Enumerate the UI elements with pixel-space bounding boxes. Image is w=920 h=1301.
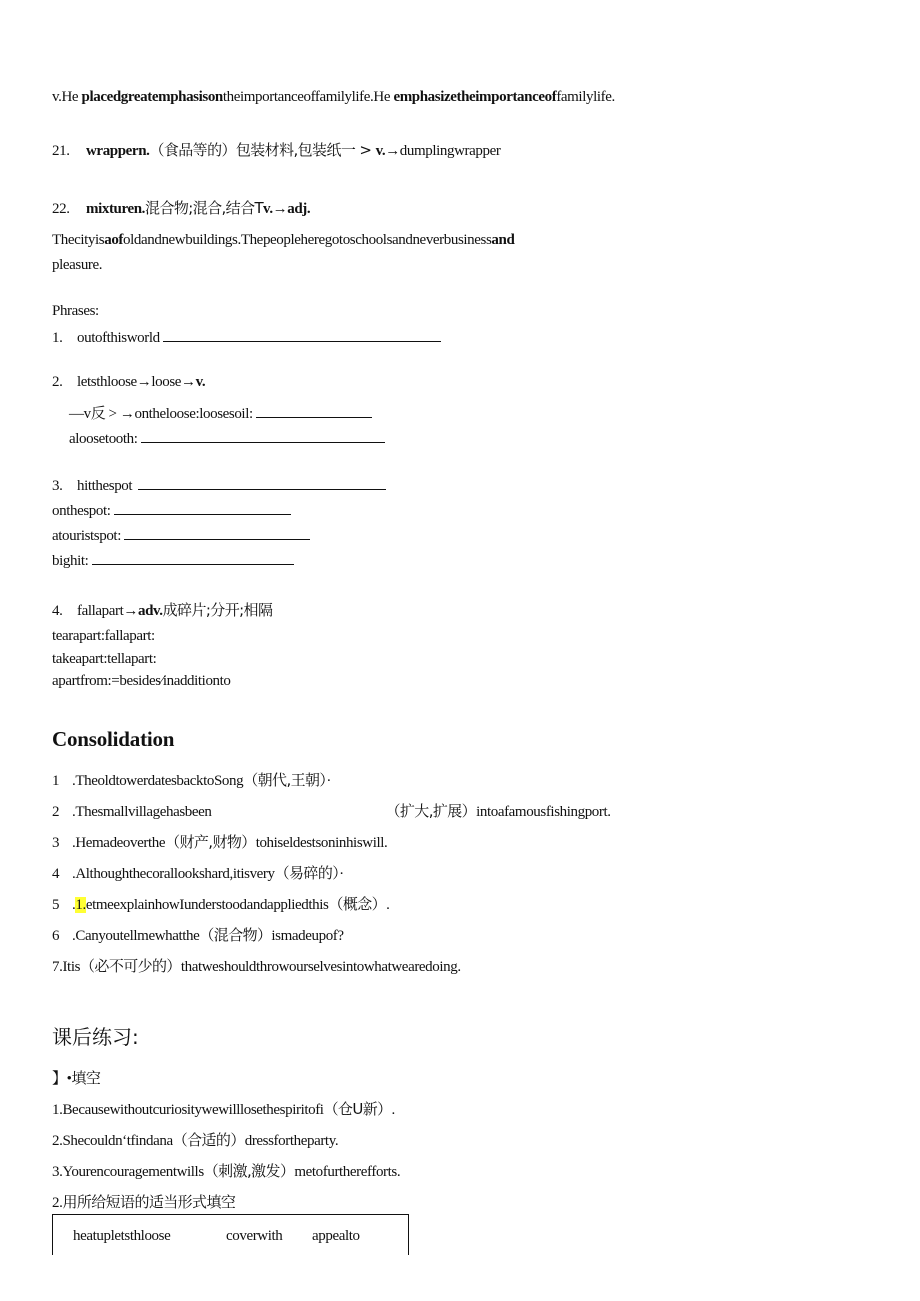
phrase-2-line-a: —v反 > →ontheloose:loosesoil: <box>69 403 372 423</box>
phrase-bank-item: heatupletsthloose <box>73 1228 171 1244</box>
phrase-4-line-a: tearapart:fallapart: <box>52 628 155 644</box>
answer-blank[interactable] <box>124 525 310 540</box>
homework-item-3: 3.Yourencouragementwills（刺激,激发）metofurtherefforts. <box>52 1162 401 1180</box>
phrase-4: 4. fallapart→adv.成碎片;分开;相隔 <box>52 601 273 619</box>
answer-blank[interactable] <box>163 327 441 342</box>
consolidation-item-2: 2 .Thesmallvillagehasbeen （扩大,扩展）intoafamousfishingport. <box>52 802 611 820</box>
answer-blank[interactable] <box>256 403 372 418</box>
phrase-3-line-b: atouristspot: <box>52 525 310 545</box>
city-sentence-line1: Thecityisaofoldandnewbuildings.Thepeopleheregotoschoolsandneverbusinessand <box>52 232 515 248</box>
phrase-bank-box <box>52 1214 409 1255</box>
phrase-3-line-a: onthespot: <box>52 500 291 520</box>
consolidation-item-6: 6 .Canyoutellmewhatthe（混合物）ismadeupof? <box>52 926 344 944</box>
consolidation-item-1: 1 .TheoldtowerdatesbacktoSong（朝代,王朝）· <box>52 771 331 789</box>
consolidation-item-4: 4 .Althoughthecorallookshard,itisvery（易碎的）· <box>52 864 344 882</box>
phrase-3-line-c: bighit: <box>52 550 294 570</box>
vocab-item-22: 22. mixturen.混合物;混合,结合Tv.→adj. <box>52 199 311 217</box>
consolidation-heading: Consolidation <box>52 727 175 751</box>
homework-heading: 课后练习: <box>52 1025 139 1049</box>
phrase-1: 1. outofthisworld <box>52 327 441 347</box>
phrase-2-line-b: aloosetooth: <box>69 428 385 448</box>
phrase-bank-item: coverwith <box>226 1228 283 1244</box>
homework-subheading-phrases: 2.用所给短语的适当形式填空 <box>52 1193 236 1211</box>
consolidation-item-3: 3 .Hemadeoverthe（财产,财物）tohiseldestsoninhiswill. <box>52 833 388 851</box>
homework-item-2: 2.Shecouldn‘tfindana（合适的）dressfortheparty. <box>52 1131 339 1149</box>
vocab-item-21: 21. wrappern.（食品等的）包装材料,包装纸一 > v.→dumplingwrapper <box>52 141 501 159</box>
phrase-bank-item: appealto <box>312 1228 360 1244</box>
city-sentence-line2: pleasure. <box>52 257 103 273</box>
answer-blank[interactable] <box>92 550 294 565</box>
phrase-2: 2. letsthloose→loose→v. <box>52 374 206 390</box>
highlight-mark: 1. <box>75 897 86 913</box>
homework-subheading-fill: 】•填空 <box>52 1069 101 1087</box>
consolidation-item-7: 7.Itis（必不可少的）thatweshouldthrowourselvesintowhatwearedoing. <box>52 957 461 975</box>
consolidation-item-5: 5 .1.etmeexplainhowIunderstoodandappliedthis（概念）. <box>52 895 390 913</box>
answer-blank[interactable] <box>114 500 291 515</box>
phrase-3: 3. hitthespot <box>52 475 386 495</box>
vocab-example-emphasis: v.He placedgreatemphasisontheimportanceoffamilylife.He emphasizetheimportanceoffamilylife. <box>52 89 615 105</box>
phrase-4-line-b: takeapart:tellapart: <box>52 651 157 667</box>
phrase-4-line-c: apartfrom:=besides∕inadditionto <box>52 673 231 689</box>
answer-blank[interactable] <box>138 475 386 490</box>
answer-blank[interactable] <box>141 428 385 443</box>
homework-item-1: 1.Becausewithoutcuriositywewilllosethespiritofi（仓U新）. <box>52 1100 395 1118</box>
phrases-heading: Phrases: <box>52 303 99 319</box>
